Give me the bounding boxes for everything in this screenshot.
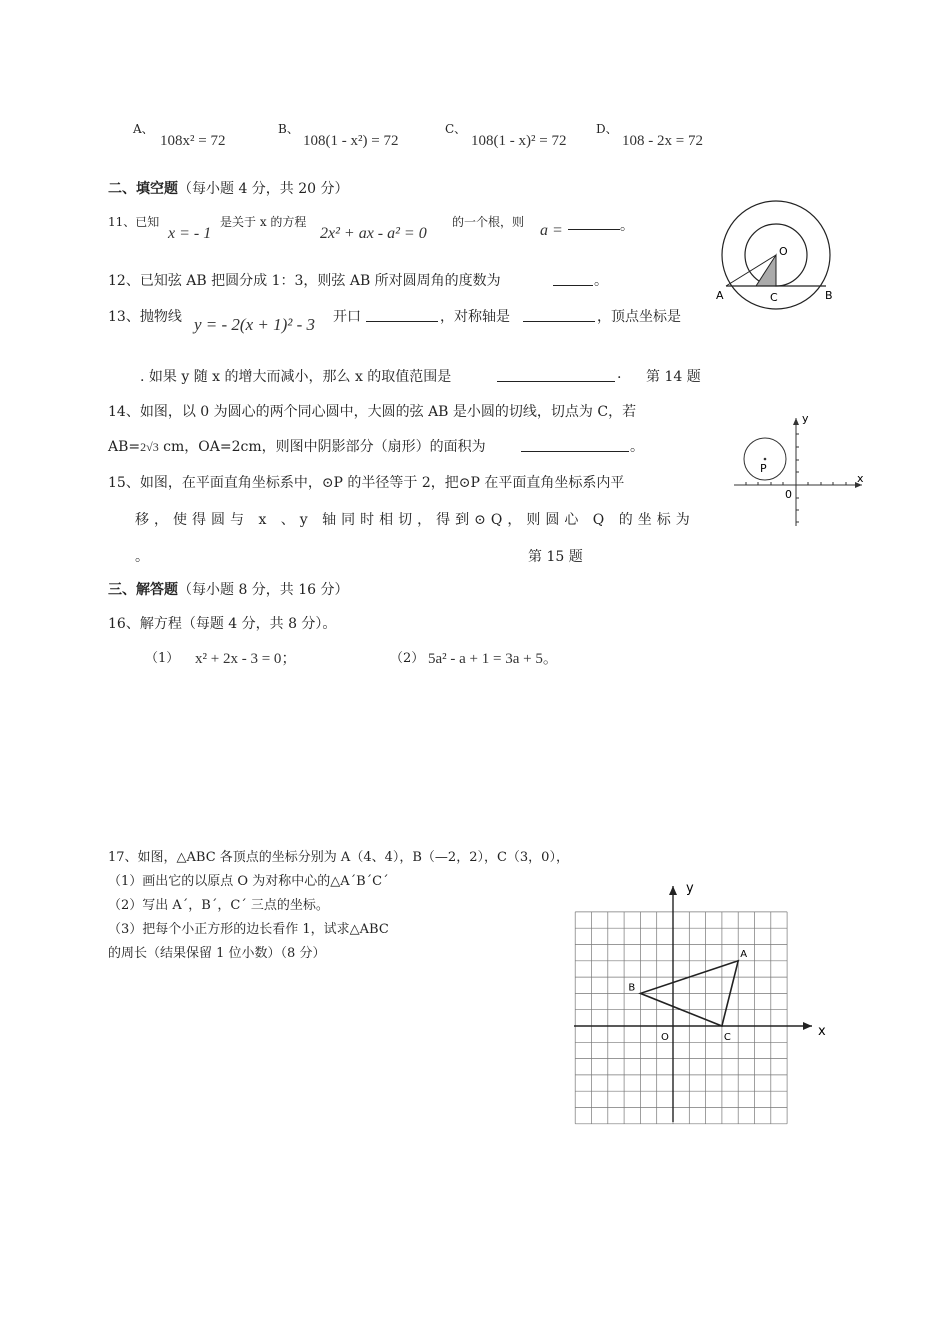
q13-line2: . 如果 y 随 x 的增大而减小，那么 x 的取值范围是 <box>140 369 452 385</box>
q14-line2 <box>108 436 486 456</box>
fig15-axes-circle <box>728 410 868 530</box>
q16-p1: x² + 2x - 3 = 0； <box>195 651 297 667</box>
q14-answer-blank <box>521 437 629 452</box>
q11-eq2: 2x² + ax - a² = 0 <box>320 225 427 242</box>
section2-title: 二、填空题 <box>108 181 178 197</box>
fig15-y-arrow-icon <box>793 418 799 425</box>
q15-line1: 15、如图，在平面直角坐标系中，⊙P 的半径等于 2，把⊙P 在平面直角坐标系内平 <box>108 475 625 491</box>
fig17-grid-plane <box>566 878 836 1130</box>
q14-line2-rest: cm，OA=2cm，则图中阴影部分（扇形）的面积为 <box>158 439 486 455</box>
option-a-expr: 108x² = 72 <box>160 133 226 149</box>
q14-ab-value: 2√3 <box>140 440 159 454</box>
fig17-label-o: O <box>661 1032 669 1043</box>
q13-eq: y = - 2(x + 1)² - 3 <box>194 315 316 334</box>
q13-prefix: 13、抛物线 <box>108 309 182 325</box>
q15-line3: 。 <box>135 549 149 565</box>
q14-line1: 14、如图，以 0 为圆心的两个同心圆中，大圆的弦 AB 是小圆的切线，切点为 C，若 <box>108 404 637 420</box>
q14-end: 。 <box>630 439 644 455</box>
fig17-x-arrow-icon <box>803 1022 812 1030</box>
q13-open-blank <box>366 307 438 322</box>
fig14-label-o: O <box>779 245 788 258</box>
option-a-label: A、 <box>133 122 154 136</box>
q11-suffix: 的一个根，则 <box>452 215 525 229</box>
q11-eq1: x = - 1 <box>168 225 212 242</box>
fig14-label-c: C <box>770 291 778 304</box>
fig14-shaded-sector <box>756 255 776 286</box>
q16-title: 16、解方程（每题 4 分，共 8 分）。 <box>108 616 337 632</box>
q11-mid: 是关于 x 的方程 <box>220 215 307 229</box>
q17-part1: （1）画出它的以原点 O 为对称中心的△A´B´C´ <box>108 874 389 889</box>
q13-vertex: ，顶点坐标是 <box>597 309 681 325</box>
fig15-label-x: x <box>857 472 864 485</box>
q17-title: 17、如图，△ABC 各顶点的坐标分别为 A（4、4），B（—2，2），C（3，0）， <box>108 850 569 865</box>
q16-p2: 5a² - a + 1 = 3a + 5。 <box>428 651 558 667</box>
q16-p2-label: （2） <box>390 651 425 666</box>
option-c-label: C、 <box>445 122 467 136</box>
q13-open: 开口 <box>333 309 361 325</box>
q11-var: a = <box>540 222 563 239</box>
q12-text: 12、已知弦 AB 把圆分成 1：3，则弦 AB 所对圆周角的度数为 <box>108 273 501 289</box>
fig14-caption: 第 14 题 <box>646 369 701 385</box>
q13-line2-end: . <box>617 366 622 382</box>
q13-axis: ，对称轴是 <box>440 309 510 325</box>
fig15-label-p: P <box>760 462 767 475</box>
fig17-label-b: B <box>628 982 636 994</box>
fig14-concentric-circles <box>712 200 848 310</box>
section2-heading <box>108 178 349 198</box>
fig15-center-dot <box>764 458 767 461</box>
q12-answer-blank <box>553 271 593 286</box>
fig17-label-x: x <box>818 1024 826 1039</box>
q11-end: 。 <box>620 218 634 234</box>
fig15-label-o: 0 <box>785 488 792 501</box>
fig14-label-b: B <box>825 289 833 302</box>
option-b-expr: 108(1 - x²) = 72 <box>303 133 399 149</box>
q11-answer-blank <box>568 215 620 230</box>
q13-range-blank <box>497 367 615 382</box>
option-c-expr: 108(1 - x)² = 72 <box>471 133 567 149</box>
fig15-label-y: y <box>802 412 809 425</box>
q16-p1-label: （1） <box>145 651 180 666</box>
q11-prefix: 11、已知 <box>108 215 160 229</box>
q17-part4: 的周长（结果保留 1 位小数）（8 分） <box>108 946 326 961</box>
section2-note: （每小题 4 分，共 20 分） <box>178 181 349 197</box>
q12-end: 。 <box>594 273 608 289</box>
option-d-expr: 108 - 2x = 72 <box>622 133 703 149</box>
fig17-grid-lines <box>575 912 787 1124</box>
section3-title: 三、解答题 <box>108 582 178 598</box>
q14-ab-label: AB= <box>108 439 141 455</box>
q13-axis-blank <box>523 307 595 322</box>
fig17-label-c: C <box>723 1032 731 1043</box>
fig14-label-a: A <box>716 289 724 302</box>
section3-heading <box>108 579 349 599</box>
q17-part2: （2）写出 A´，B´，C´ 三点的坐标。 <box>108 898 329 913</box>
q15-line2: 移，使得圆与 x 、y 轴同时相切，得到⊙Q，则圆心 Q 的坐标为 <box>135 512 695 528</box>
fig17-label-y: y <box>686 881 694 896</box>
option-b-label: B、 <box>278 122 299 136</box>
option-d-label: D、 <box>596 122 618 136</box>
fig15-caption: 第 15 题 <box>528 549 583 565</box>
fig17-y-arrow-icon <box>669 886 677 895</box>
section3-note: （每小题 8 分，共 16 分） <box>178 582 349 598</box>
fig17-label-a: A <box>740 948 748 960</box>
q17-part3: （3）把每个小正方形的边长看作 1，试求△ABC <box>108 922 389 937</box>
